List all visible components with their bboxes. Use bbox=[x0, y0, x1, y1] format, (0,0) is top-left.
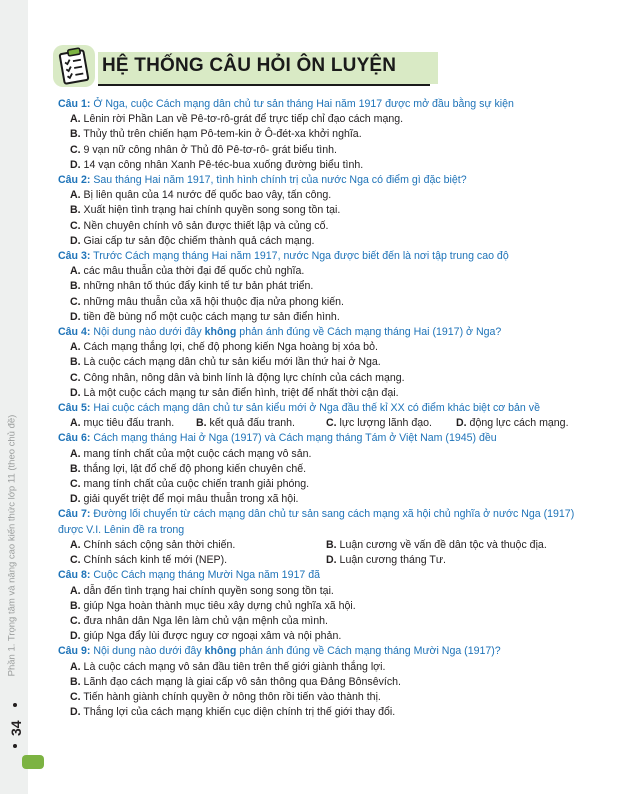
option-c: C. mang tính chất của cuộc chiến tranh giải phóng. bbox=[70, 478, 310, 491]
option-c: C. 9 vạn nữ công nhân ở Thủ đô Pê-tơ-rô- grát biểu tình. bbox=[70, 143, 337, 156]
option-c: C. Tiến hành giành chính quyền ở nông thôn rồi tiến vào thành thị. bbox=[70, 690, 381, 703]
clipboard-checklist-icon bbox=[52, 44, 96, 88]
option-b: B. thắng lợi, lật đổ chế độ phong kiến chuyên chế. bbox=[70, 462, 307, 475]
question-label: Câu 8: bbox=[58, 569, 91, 582]
option-b: B. Lãnh đạo cách mạng là giai cấp vô sản thông qua Đảng Bônsêvích. bbox=[70, 675, 401, 688]
option-a: A. dẫn đến tình trạng hai chính quyền song song tồn tại. bbox=[70, 584, 334, 597]
option-a: A. mang tính chất của một cuộc cách mạng vô sản. bbox=[70, 447, 312, 460]
page-tab-marker bbox=[22, 755, 44, 769]
question-6 bbox=[58, 431, 606, 507]
option-a: A. Chính sách cộng sản thời chiến. bbox=[70, 538, 236, 551]
option-a: A. Cách mạng thắng lợi, chế độ phong kiến Nga hoàng bị xóa bỏ. bbox=[70, 341, 378, 354]
option-b: B. Thủy thủ trên chiến hạm Pô-tem-kin ở Ô-đét-xa khởi nghĩa. bbox=[70, 128, 362, 141]
option-d: D. tiền đề bùng nổ một cuộc cách mạng tư sản điển hình. bbox=[70, 310, 340, 323]
option-b: B. Là cuộc cách mạng dân chủ tư sản kiểu mới lần thứ hai ở Nga. bbox=[70, 356, 381, 369]
question-text-continued: được V.I. Lênin đề ra trong bbox=[58, 523, 185, 536]
option-c: C. Chính sách kinh tế mới (NEP). bbox=[70, 554, 228, 567]
option-a: A. Lênin rời Phần Lan về Pê-tơ-rô-grát để trực tiếp chỉ đạo cách mạng. bbox=[70, 113, 404, 126]
title-underline bbox=[98, 84, 430, 86]
question-label: Câu 2: bbox=[58, 174, 91, 187]
question-label: Câu 3: bbox=[58, 250, 91, 263]
question-label: Câu 5: bbox=[58, 402, 91, 415]
page-number: 34 bbox=[8, 720, 24, 736]
option-a: A. Bị liên quân của 14 nước đế quốc bao vây, tấn công. bbox=[70, 189, 332, 202]
question-2 bbox=[58, 173, 606, 249]
option-c: C. lực lượng lãnh đạo. bbox=[326, 417, 432, 430]
option-b: B. những nhân tố thúc đẩy kinh tế tư bản phát triển. bbox=[70, 280, 314, 293]
question-text: Sau tháng Hai năm 1917, tình hình chính trị của nước Nga có điểm gì đặc biệt? bbox=[93, 174, 467, 187]
question-list bbox=[58, 97, 606, 720]
question-text: Ở Nga, cuộc Cách mạng dân chủ tư sản tháng Hai năm 1917 được mở đầu bằng sự kiện bbox=[93, 98, 514, 110]
options-row bbox=[70, 416, 606, 431]
question-text: Nội dung nào dưới đây không phản ánh đúng về Cách mạng tháng Hai (1917) ở Nga? bbox=[93, 326, 502, 339]
page-title: HỆ THỐNG CÂU HỎI ÔN LUYỆN bbox=[102, 55, 397, 76]
option-b: B. Xuất hiện tình trạng hai chính quyền song song tồn tại. bbox=[70, 204, 341, 217]
option-b: B. kết quả đấu tranh. bbox=[196, 417, 295, 430]
section-header bbox=[52, 42, 562, 88]
question-3 bbox=[58, 249, 606, 325]
question-text: Trước Cách mạng tháng Hai năm 1917, nước Nga được biết đến là nơi tập trung cao độ bbox=[93, 250, 509, 263]
option-d: D. Thắng lợi của cách mạng khiến cục diện chính trị thế giới thay đổi. bbox=[70, 706, 396, 719]
question-text: Cuộc Cách mạng tháng Mười Nga năm 1917 đã bbox=[93, 569, 320, 582]
page-number-dot-bottom bbox=[13, 744, 17, 748]
option-a: A. Là cuộc cách mạng vô sản đầu tiên trên thế giới giành thắng lợi. bbox=[70, 660, 386, 673]
option-d: D. Luận cương tháng Tư. bbox=[326, 554, 446, 567]
option-d: D. 14 vạn công nhân Xanh Pê-téc-bua xuống đường biểu tình. bbox=[70, 158, 364, 171]
question-text: Đường lối chuyển từ cách mạng dân chủ tư sản sang cách mạng xã hội chủ nghĩa ở nước Nga (1917) bbox=[93, 508, 575, 521]
question-label: Câu 7: bbox=[58, 508, 91, 521]
question-8 bbox=[58, 568, 606, 644]
option-d: D. giải quyết triệt để mọi mâu thuẫn trong xã hội. bbox=[70, 493, 299, 506]
option-b: B. Luận cương về vấn đề dân tộc và thuộc địa. bbox=[326, 538, 547, 551]
question-4 bbox=[58, 325, 606, 401]
option-d: D. Giai cấp tư sản độc chiếm thành quả cách mạng. bbox=[70, 234, 315, 247]
option-a: A. mục tiêu đấu tranh. bbox=[70, 417, 175, 430]
question-label: Câu 4: bbox=[58, 326, 91, 339]
question-label: Câu 9: bbox=[58, 645, 91, 658]
running-header: Phần 1. Trọng tâm và nâng cao kiến thức lớp 11 (theo chủ đề) bbox=[6, 414, 18, 677]
question-9 bbox=[58, 644, 606, 720]
page-number-dot-top bbox=[13, 703, 17, 707]
options-row bbox=[70, 538, 606, 553]
option-d: D. giúp Nga đẩy lùi được nguy cơ ngoại xâm và nội phản. bbox=[70, 630, 342, 643]
question-7 bbox=[58, 507, 606, 568]
question-text: Hai cuộc cách mạng dân chủ tư sản kiểu mới ở Nga đầu thế kỉ XX có điểm khác biệt cơ bản về bbox=[93, 402, 540, 415]
option-d: D. động lực cách mạng. bbox=[456, 417, 569, 430]
option-c: C. những mâu thuẫn của xã hội thuộc địa nửa phong kiến. bbox=[70, 295, 344, 308]
option-c: C. Công nhân, nông dân và binh lính là động lực chính của cách mạng. bbox=[70, 371, 405, 384]
question-label: Câu 1: bbox=[58, 98, 91, 110]
option-b: B. giúp Nga hoàn thành mục tiêu xây dựng chủ nghĩa xã hội. bbox=[70, 599, 356, 612]
options-row bbox=[70, 553, 606, 568]
option-d: D. Là một cuộc cách mạng tư sản điển hình, triệt để nhất thời cận đại. bbox=[70, 386, 399, 399]
question-text: Nội dung nào dưới đây không phản ánh đúng về Cách mạng tháng Mười Nga (1917)? bbox=[93, 645, 501, 658]
option-c: C. Nền chuyên chính vô sản được thiết lập và củng cố. bbox=[70, 219, 329, 232]
question-1 bbox=[58, 97, 606, 173]
option-a: A. các mâu thuẫn của thời đại đế quốc chủ nghĩa. bbox=[70, 265, 305, 278]
question-5 bbox=[58, 401, 606, 431]
option-c: C. đưa nhân dân Nga lên làm chủ vận mệnh của mình. bbox=[70, 614, 328, 627]
question-text: Cách mạng tháng Hai ở Nga (1917) và Cách mạng tháng Tám ở Việt Nam (1945) đều bbox=[93, 432, 497, 445]
question-label: Câu 6: bbox=[58, 432, 91, 445]
